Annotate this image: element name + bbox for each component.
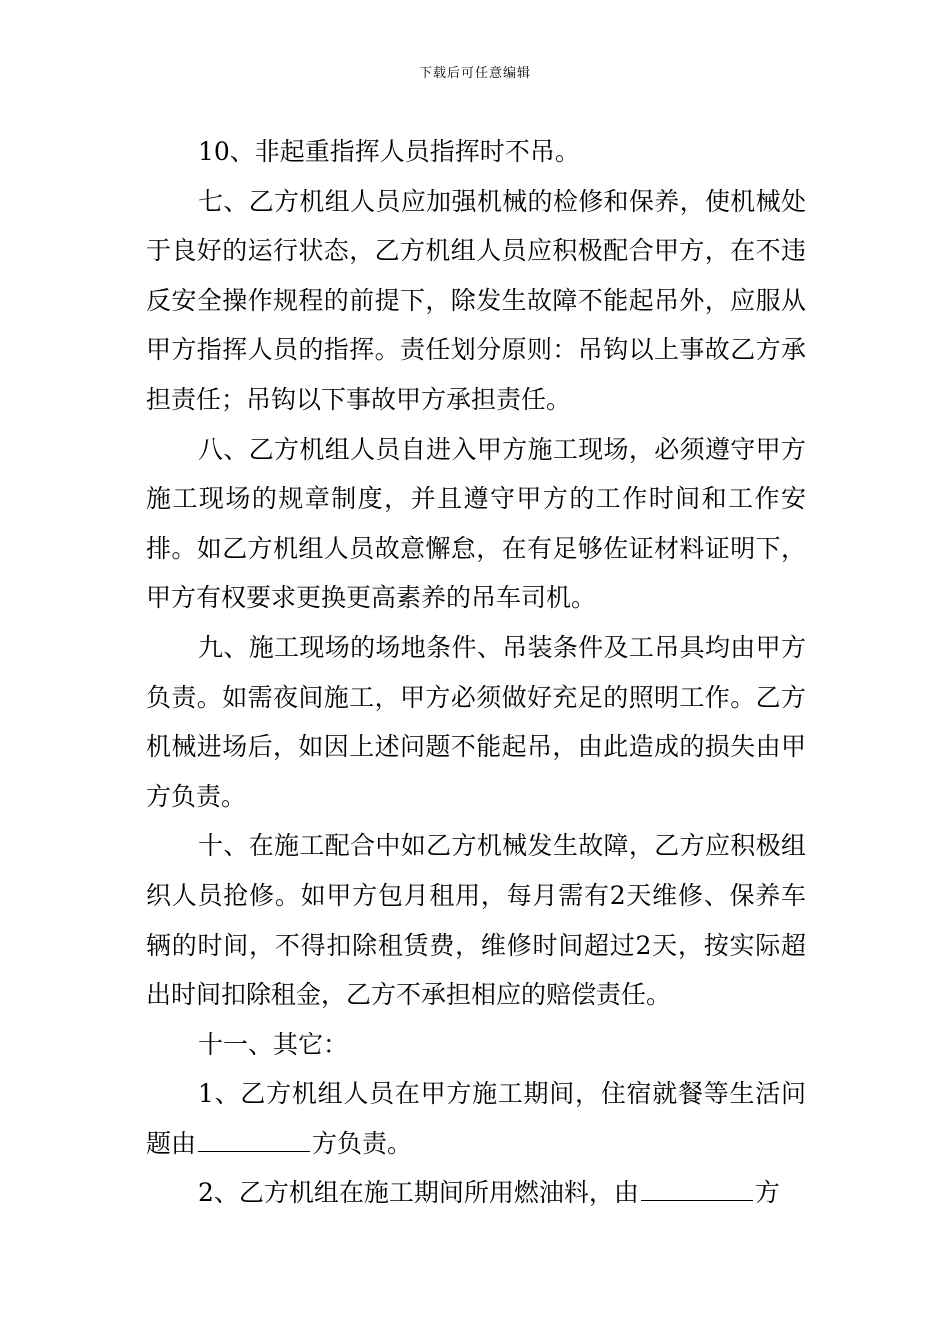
fill-in-blank-line xyxy=(641,1170,753,1201)
paragraph-clause-eight: 八、乙方机组人员自进入甲方施工现场，必须遵守甲方施工现场的规章制度，并且遵守甲方的工作时间和工作安排。如乙方机组人员故意懈怠，在有足够佐证材料证明下，甲方有权要求更换更高素养的吊车司机。 xyxy=(146,434,806,613)
page-header: 下载后可任意编辑 xyxy=(418,66,531,81)
item1-text-after: 方负责。 xyxy=(312,1128,413,1158)
paragraph-item-10: 10、非起重指挥人员指挥时不吊。 xyxy=(198,137,580,166)
paragraph-clause-eleven: 十一、其它： xyxy=(198,1029,349,1059)
item2-text-before: 2、乙方机组在施工期间所用燃油料，由 xyxy=(198,1178,639,1208)
item2-text-after: 方 xyxy=(754,1178,780,1208)
fill-in-blank-line xyxy=(198,1121,310,1152)
item1-text-before: 1、乙方机组人员在甲方施工期间，住宿就餐等生活问题由 xyxy=(146,1079,806,1158)
document-body xyxy=(146,127,806,1218)
paragraph-other-item-1 xyxy=(146,1069,806,1168)
paragraph-other-item-2 xyxy=(146,1168,806,1218)
paragraph-clause-seven: 七、乙方机组人员应加强机械的检修和保养，使机械处于良好的运行状态，乙方机组人员应积极配合甲方，在不违反安全操作规程的前提下，除发生故障不能起吊外，应服从甲方指挥人员的指挥。责任划分原则：吊钩以上事故乙方承担责任；吊钩以下事故甲方承担责任。 xyxy=(146,186,806,414)
paragraph-clause-nine: 九、施工现场的场地条件、吊装条件及工吊具均由甲方负责。如需夜间施工，甲方必须做好充足的照明工作。乙方机械进场后，如因上述问题不能起吊，由此造成的损失由甲方负责。 xyxy=(146,632,806,811)
paragraph-clause-ten: 十、在施工配合中如乙方机械发生故障，乙方应积极组织人员抢修。如甲方包月租用，每月需有2天维修、保养车辆的时间，不得扣除租赁费，维修时间超过2天，按实际超出时间扣除租金，乙方不承担相应的赔偿责任。 xyxy=(146,831,806,1010)
